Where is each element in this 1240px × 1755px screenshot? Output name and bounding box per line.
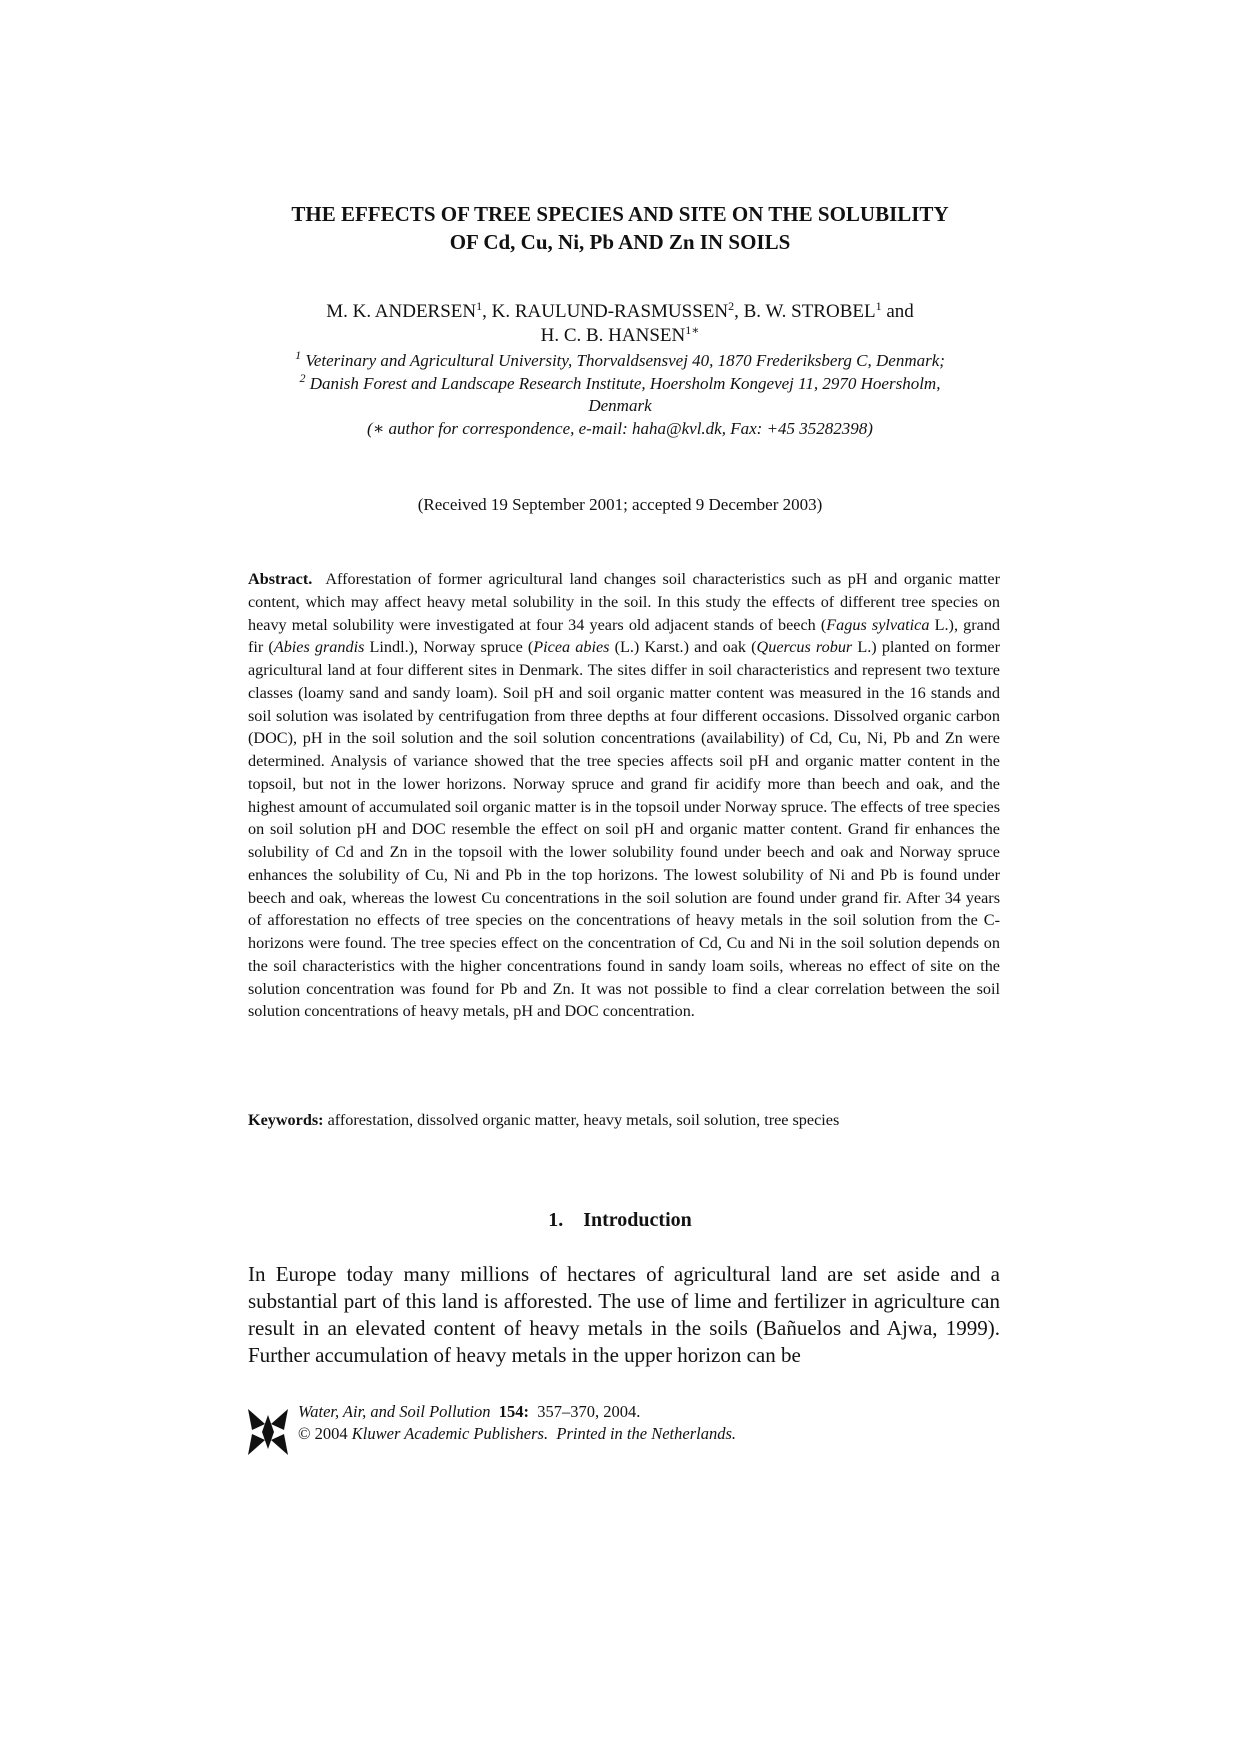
author-affiliation-mark: 2 [728, 299, 735, 313]
species-name: Quercus robur [756, 638, 853, 657]
kluwer-logo-icon [248, 1407, 288, 1457]
keywords-text: afforestation, dissolved organic matter, heavy metals, soil solution, tree species [327, 1111, 840, 1129]
author-name: H. C. B. HANSEN [540, 325, 686, 346]
author-name: K. RAULUND-RASMUSSEN [491, 301, 729, 322]
author-line-1: M. K. ANDERSEN$^1$, K. RAULUND-RASMUSSEN$^2$, B. W. STROBEL$^1$ and [326, 299, 914, 322]
journal-pages: 357–370, 2004. [537, 1402, 641, 1421]
title-line-1: THE EFFECTS OF TREE SPECIES AND SITE ON THE SOLUBILITY [291, 202, 949, 226]
citation-line-2 [298, 1423, 736, 1445]
keywords-label: Keywords: [248, 1111, 324, 1129]
author-name: M. K. ANDERSEN [326, 301, 477, 322]
introduction-paragraph: In Europe today many millions of hectares of agricultural land are set aside and a substantial part of this land is afforested. The use of lime and fertilizer in agriculture can result in an elevated content of heavy metals in the soils (Bañuelos and Ajwa, 1999). Further accumulation of heavy metals in the upper horizon can be [248, 1262, 1000, 1367]
affiliation-text: Danish Forest and Landscape Research Institute, Hoersholm Kongevej 11, 2970 Hoersholm, [309, 373, 941, 393]
journal-volume: 154: [498, 1402, 530, 1421]
affiliation-mark: 1 [295, 348, 302, 362]
keywords [248, 1109, 1000, 1131]
author-affiliation-mark: 1 [875, 299, 882, 313]
author-list [200, 300, 1040, 348]
printed-note: Printed in the Netherlands. [556, 1424, 737, 1443]
author-name: B. W. STROBEL [743, 301, 876, 322]
citation [298, 1401, 736, 1445]
author-affiliation-mark: 1 [476, 299, 483, 313]
affiliation-1 [240, 350, 1000, 373]
abstract-text: L.), grand fir ( [248, 615, 1001, 657]
title-line-2: OF Cd, Cu, Ni, Pb AND Zn IN SOILS [449, 230, 791, 254]
author-affiliation-mark: 1∗ [685, 323, 700, 337]
abstract-text: Lindl.), Norway spruce ( [364, 638, 534, 657]
journal-name: Water, Air, and Soil Pollution [298, 1402, 491, 1421]
species-name: Abies grandis [273, 638, 365, 657]
abstract-text: Afforestation of former agricultural land changes soil characteristics such as pH and organic matter content, which may affect heavy metal solubility in the soil. In this study the effects of different tree species on heavy metal solubility were investigated at four 34 years old adjacent stands of beech ( [248, 570, 1001, 634]
section-heading: 1. Introduction [548, 1209, 692, 1231]
citation-line-1 [298, 1401, 736, 1423]
correspondence-note: (∗ author for correspondence, e-mail: haha@kvl.dk, Fax: +45 35282398) [367, 418, 873, 438]
affiliations [240, 350, 1000, 440]
author-line-2 [200, 324, 1040, 348]
species-name: Picea abies [533, 638, 610, 657]
affiliation-text: Veterinary and Agricultural University, Thorvaldsensvej 40, 1870 Frederiksberg C, Denmark; [305, 351, 945, 370]
publisher-name: Kluwer Academic Publishers. [351, 1424, 549, 1443]
affiliation-2 [240, 370, 1000, 396]
copyright-year: © 2004 [298, 1424, 348, 1443]
paper-title [200, 200, 1040, 256]
received-dates: (Received 19 September 2001; accepted 9 December 2003) [417, 495, 823, 514]
journal-footer [248, 1401, 1000, 1461]
abstract-text: (L.) Karst.) and oak ( [609, 638, 757, 657]
abstract [248, 568, 1000, 1023]
author-conjunction: and [886, 301, 914, 322]
affiliation-mark: 2 [299, 370, 306, 385]
affiliation-2-continued: Denmark [588, 396, 652, 415]
abstract-label: Abstract. [248, 570, 313, 588]
abstract-text: L.) planted on former agricultural land at four different sites in Denmark. The sites differ in soil characteristics and represent two texture classes (loamy sand and sandy loam). Soil pH and soil organic matter content was measured in the 16 stands and soil solution was isolated by centrifugation from three depths at four different occasions. Dissolved organic carbon (DOC), pH in the soil solution and the soil solution concentrations (availability) of Cd, Cu, Ni, Pb and Zn were determined. Analysis of variance showed that the tree species affects soil pH and organic matter content in the topsoil, but not in the lower horizons. Norway spruce and grand fir acidify more than beech and oak, and the highest amount of accumulated soil organic matter is in the topsoil under Norway spruce. The effects of tree species on soil solution pH and DOC resemble the effect on soil pH and organic matter content. Grand fir enhances the solubility of Cd and Zn in the topsoil with the lower solubility found under beech and oak and Norway spruce enhances the solubility of Cu, Ni and Pb in the top horizons. The lowest solubility of Ni and Pb is found under beech and oak, whereas the lowest Cu concentrations in the soil solution are found under grand fir. After 34 years of afforestation no effects of tree species on the concentrations of heavy metals in the soil solution from the C-horizons were found. The tree species effect on the concentration of Cd, Cu and Ni in the soil solution depends on the soil characteristics with the higher concentrations found in sandy loam soils, whereas no effect of site on the solution concentration was found for Pb and Zn. It was not possible to find a clear correlation between the soil solution concentrations of heavy metals, pH and DOC concentration. [248, 638, 1000, 1021]
species-name: Fagus sylvatica [826, 615, 930, 634]
